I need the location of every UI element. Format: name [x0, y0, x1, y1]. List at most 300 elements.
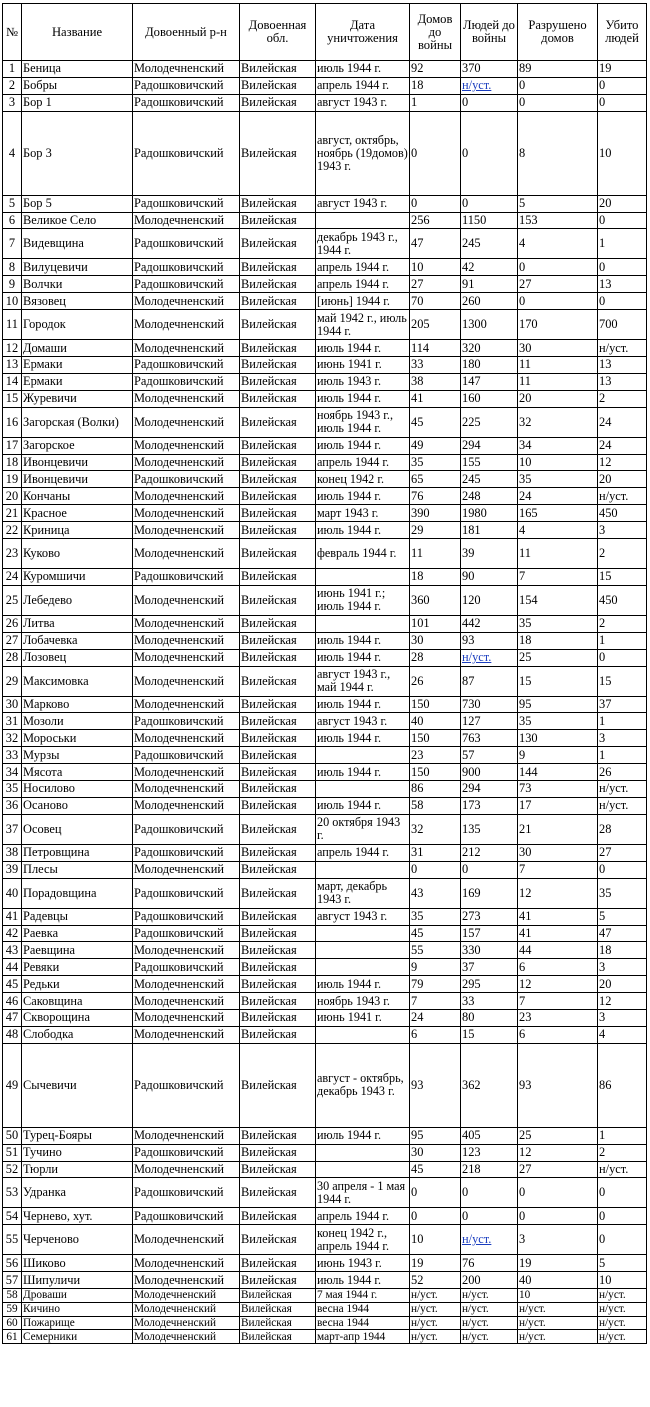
- village-name: Ивонцевичи: [22, 454, 133, 471]
- people-before: 57: [461, 747, 518, 764]
- people-before: 1980: [461, 505, 518, 522]
- destruction-date: [316, 747, 410, 764]
- people-killed: 24: [598, 437, 647, 454]
- region: Вилейская: [240, 666, 316, 696]
- village-name: Бор 1: [22, 94, 133, 111]
- table-row: [3, 471, 647, 488]
- row-number: 45: [3, 976, 22, 993]
- table-row: [3, 1225, 647, 1255]
- houses-destroyed: 144: [518, 764, 598, 781]
- people-before: 200: [461, 1272, 518, 1289]
- district: Молодечненский: [133, 585, 240, 615]
- table-row: [3, 407, 647, 437]
- row-number: 28: [3, 649, 22, 666]
- row-number: 41: [3, 908, 22, 925]
- destruction-date: август - октябрь, декабрь 1943 г.: [316, 1043, 410, 1127]
- houses-destroyed: 7: [518, 861, 598, 878]
- destruction-date: 20 октября 1943 г.: [316, 814, 410, 844]
- district: Молодечненский: [133, 212, 240, 229]
- row-number: 5: [3, 195, 22, 212]
- district: Радошковичский: [133, 471, 240, 488]
- district: Радошковичский: [133, 77, 240, 94]
- destruction-date: конец 1942 г.: [316, 471, 410, 488]
- village-name: Черченово: [22, 1225, 133, 1255]
- destruction-date: июль 1944 г.: [316, 976, 410, 993]
- district: Радошковичский: [133, 276, 240, 293]
- row-number: 31: [3, 713, 22, 730]
- destruction-date: [316, 212, 410, 229]
- houses-destroyed: 25: [518, 649, 598, 666]
- people-killed: 28: [598, 814, 647, 844]
- people-before: 294: [461, 781, 518, 798]
- houses-destroyed: 27: [518, 276, 598, 293]
- village-name: Ревяки: [22, 959, 133, 976]
- destruction-date: май 1942 г., июль 1944 г.: [316, 310, 410, 340]
- destruction-date: август 1943 г.: [316, 713, 410, 730]
- people-killed: 0: [598, 293, 647, 310]
- region: Вилейская: [240, 505, 316, 522]
- people-before: 225: [461, 407, 518, 437]
- people-killed: 15: [598, 666, 647, 696]
- region: Вилейская: [240, 276, 316, 293]
- houses-destroyed: 34: [518, 437, 598, 454]
- not-established-link[interactable]: н/уст.: [462, 1232, 492, 1247]
- village-name: Кончаны: [22, 488, 133, 505]
- district: Молодечненский: [133, 781, 240, 798]
- houses-before: 55: [410, 942, 461, 959]
- people-before: 76: [461, 1255, 518, 1272]
- people-before: 294: [461, 437, 518, 454]
- people-before: 1300: [461, 310, 518, 340]
- row-number: 14: [3, 373, 22, 390]
- table-row: [3, 1272, 647, 1289]
- houses-destroyed: 5: [518, 195, 598, 212]
- region: Вилейская: [240, 1127, 316, 1144]
- table-body: [3, 61, 647, 1344]
- people-before: 0: [461, 111, 518, 195]
- people-before: 763: [461, 730, 518, 747]
- table-row: [3, 77, 647, 94]
- row-number: 25: [3, 585, 22, 615]
- people-before: [461, 77, 518, 94]
- district: Молодечненский: [133, 539, 240, 569]
- houses-before: 0: [410, 195, 461, 212]
- houses-before: 7: [410, 993, 461, 1010]
- destruction-date: 30 апреля - 1 мая 1944 г.: [316, 1178, 410, 1208]
- houses-before: 360: [410, 585, 461, 615]
- district: Молодечненский: [133, 993, 240, 1010]
- not-established-link[interactable]: н/уст.: [462, 650, 492, 665]
- village-name: Плесы: [22, 861, 133, 878]
- district: Молодечненский: [133, 437, 240, 454]
- row-number: 35: [3, 781, 22, 798]
- district: Радошковичский: [133, 747, 240, 764]
- houses-destroyed: 6: [518, 959, 598, 976]
- village-name: Беница: [22, 61, 133, 78]
- houses-destroyed: 18: [518, 632, 598, 649]
- table-row: [3, 747, 647, 764]
- people-killed: 12: [598, 993, 647, 1010]
- region: Вилейская: [240, 993, 316, 1010]
- houses-destroyed: 44: [518, 942, 598, 959]
- houses-destroyed: 4: [518, 522, 598, 539]
- village-name: Видевщина: [22, 229, 133, 259]
- people-before: 0: [461, 1178, 518, 1208]
- houses-before: 65: [410, 471, 461, 488]
- people-before: 295: [461, 976, 518, 993]
- region: Вилейская: [240, 229, 316, 259]
- people-before: 173: [461, 797, 518, 814]
- houses-before: 23: [410, 747, 461, 764]
- houses-before: 28: [410, 649, 461, 666]
- row-number: 36: [3, 797, 22, 814]
- village-name: Красное: [22, 505, 133, 522]
- row-number: 16: [3, 407, 22, 437]
- people-killed: н/уст.: [598, 1302, 647, 1316]
- district: Молодечненский: [133, 390, 240, 407]
- houses-before: 27: [410, 276, 461, 293]
- houses-before: 93: [410, 1043, 461, 1127]
- header-district: Довоенный р-н: [133, 4, 240, 61]
- village-name: Загорское: [22, 437, 133, 454]
- houses-destroyed: 12: [518, 1144, 598, 1161]
- village-name: Загорская (Волки): [22, 407, 133, 437]
- district: Радошковичский: [133, 357, 240, 374]
- table-row: [3, 259, 647, 276]
- table-row: [3, 1289, 647, 1303]
- table-row: [3, 878, 647, 908]
- district: Молодечненский: [133, 1127, 240, 1144]
- district: Молодечненский: [133, 1225, 240, 1255]
- table-row: [3, 976, 647, 993]
- people-before: 155: [461, 454, 518, 471]
- region: Вилейская: [240, 407, 316, 437]
- district: Молодечненский: [133, 649, 240, 666]
- village-name: Дроваши: [22, 1289, 133, 1303]
- houses-destroyed: 0: [518, 1178, 598, 1208]
- district: Радошковичский: [133, 959, 240, 976]
- people-before: 180: [461, 357, 518, 374]
- row-number: 18: [3, 454, 22, 471]
- district: Молодечненский: [133, 454, 240, 471]
- houses-before: 35: [410, 908, 461, 925]
- people-killed: 47: [598, 925, 647, 942]
- houses-before: 45: [410, 925, 461, 942]
- row-number: 34: [3, 764, 22, 781]
- destruction-date: июль 1944 г.: [316, 632, 410, 649]
- people-killed: н/уст.: [598, 781, 647, 798]
- houses-before: 10: [410, 1225, 461, 1255]
- village-name: Пожарище: [22, 1316, 133, 1330]
- row-number: 26: [3, 615, 22, 632]
- people-killed: 1: [598, 713, 647, 730]
- table-row: [3, 357, 647, 374]
- village-name: Бор 3: [22, 111, 133, 195]
- houses-before: 150: [410, 764, 461, 781]
- people-killed: н/уст.: [598, 1161, 647, 1178]
- row-number: 17: [3, 437, 22, 454]
- table-row: [3, 1043, 647, 1127]
- houses-destroyed: 11: [518, 539, 598, 569]
- row-number: 60: [3, 1316, 22, 1330]
- village-name: Городок: [22, 310, 133, 340]
- district: Молодечненский: [133, 632, 240, 649]
- houses-destroyed: 30: [518, 340, 598, 357]
- district: Радошковичский: [133, 1043, 240, 1127]
- village-name: Ермаки: [22, 357, 133, 374]
- village-name: Раевка: [22, 925, 133, 942]
- region: Вилейская: [240, 649, 316, 666]
- village-name: Лебедево: [22, 585, 133, 615]
- houses-destroyed: 8: [518, 111, 598, 195]
- region: Вилейская: [240, 454, 316, 471]
- table-row: [3, 454, 647, 471]
- table-row: [3, 1144, 647, 1161]
- destruction-date: март, декабрь 1943 г.: [316, 878, 410, 908]
- houses-destroyed: 35: [518, 615, 598, 632]
- houses-destroyed: 40: [518, 1272, 598, 1289]
- table-row: [3, 1178, 647, 1208]
- table-row: [3, 1208, 647, 1225]
- district: Молодечненский: [133, 764, 240, 781]
- houses-before: 9: [410, 959, 461, 976]
- people-killed: 1: [598, 1127, 647, 1144]
- houses-before: 86: [410, 781, 461, 798]
- houses-destroyed: 153: [518, 212, 598, 229]
- row-number: 55: [3, 1225, 22, 1255]
- table-row: [3, 814, 647, 844]
- region: Вилейская: [240, 615, 316, 632]
- table-row: [3, 1330, 647, 1344]
- village-name: Осовец: [22, 814, 133, 844]
- houses-destroyed: 23: [518, 1009, 598, 1026]
- region: Вилейская: [240, 1026, 316, 1043]
- table-row: [3, 959, 647, 976]
- people-before: 42: [461, 259, 518, 276]
- people-before: 370: [461, 61, 518, 78]
- destruction-date: август, октябрь, ноябрь (19домов) 1943 г.: [316, 111, 410, 195]
- village-name: Бор 5: [22, 195, 133, 212]
- region: Вилейская: [240, 878, 316, 908]
- destruction-date: июль 1944 г.: [316, 696, 410, 713]
- people-killed: н/уст.: [598, 1316, 647, 1330]
- houses-destroyed: 165: [518, 505, 598, 522]
- people-killed: 0: [598, 861, 647, 878]
- houses-destroyed: 0: [518, 94, 598, 111]
- village-name: Волчки: [22, 276, 133, 293]
- table-row: [3, 437, 647, 454]
- people-killed: 3: [598, 959, 647, 976]
- people-before: 160: [461, 390, 518, 407]
- table-row: [3, 649, 647, 666]
- region: Вилейская: [240, 942, 316, 959]
- houses-destroyed: 11: [518, 357, 598, 374]
- houses-destroyed: 7: [518, 569, 598, 586]
- people-killed: 26: [598, 764, 647, 781]
- destruction-date: 7 мая 1944 г.: [316, 1289, 410, 1303]
- village-name: Носилово: [22, 781, 133, 798]
- row-number: 4: [3, 111, 22, 195]
- people-before: 147: [461, 373, 518, 390]
- region: Вилейская: [240, 1316, 316, 1330]
- people-before: 123: [461, 1144, 518, 1161]
- houses-before: н/уст.: [410, 1302, 461, 1316]
- row-number: 43: [3, 942, 22, 959]
- people-before: 0: [461, 195, 518, 212]
- table-row: [3, 861, 647, 878]
- row-number: 21: [3, 505, 22, 522]
- destruction-date: июль 1943 г.: [316, 373, 410, 390]
- destroyed-villages-table: [2, 3, 647, 1344]
- people-before: 91: [461, 276, 518, 293]
- people-before: н/уст.: [461, 1302, 518, 1316]
- village-name: Бобры: [22, 77, 133, 94]
- people-before: н/уст.: [461, 1289, 518, 1303]
- district: Радошковичский: [133, 569, 240, 586]
- people-before: 33: [461, 993, 518, 1010]
- people-before: 442: [461, 615, 518, 632]
- houses-destroyed: н/уст.: [518, 1330, 598, 1344]
- region: Вилейская: [240, 1178, 316, 1208]
- houses-destroyed: 0: [518, 259, 598, 276]
- village-name: Мороськи: [22, 730, 133, 747]
- people-before: [461, 649, 518, 666]
- houses-before: 1: [410, 94, 461, 111]
- houses-before: 41: [410, 390, 461, 407]
- table-row: [3, 1316, 647, 1330]
- district: Радошковичский: [133, 1178, 240, 1208]
- table-row: [3, 797, 647, 814]
- table-row: [3, 1009, 647, 1026]
- village-name: Тучино: [22, 1144, 133, 1161]
- region: Вилейская: [240, 632, 316, 649]
- people-killed: 3: [598, 1009, 647, 1026]
- houses-destroyed: 11: [518, 373, 598, 390]
- houses-destroyed: 9: [518, 747, 598, 764]
- houses-before: 11: [410, 539, 461, 569]
- district: Радошковичский: [133, 1144, 240, 1161]
- header-people-killed: Убито людей: [598, 4, 647, 61]
- people-killed: н/уст.: [598, 1330, 647, 1344]
- destruction-date: апрель 1944 г.: [316, 276, 410, 293]
- region: Вилейская: [240, 569, 316, 586]
- houses-destroyed: 21: [518, 814, 598, 844]
- row-number: 53: [3, 1178, 22, 1208]
- destruction-date: июль 1944 г.: [316, 1127, 410, 1144]
- region: Вилейская: [240, 111, 316, 195]
- header-row: [3, 4, 647, 61]
- row-number: 32: [3, 730, 22, 747]
- table-row: [3, 632, 647, 649]
- destruction-date: июль 1944 г.: [316, 797, 410, 814]
- people-killed: 1: [598, 229, 647, 259]
- region: Вилейская: [240, 1043, 316, 1127]
- region: Вилейская: [240, 471, 316, 488]
- houses-destroyed: 25: [518, 1127, 598, 1144]
- region: Вилейская: [240, 259, 316, 276]
- region: Вилейская: [240, 1255, 316, 1272]
- district: Радошковичский: [133, 1208, 240, 1225]
- people-before: [461, 1225, 518, 1255]
- village-name: Мясота: [22, 764, 133, 781]
- village-name: Кичино: [22, 1302, 133, 1316]
- destruction-date: июль 1944 г.: [316, 340, 410, 357]
- people-killed: 27: [598, 844, 647, 861]
- village-name: Турец-Бояры: [22, 1127, 133, 1144]
- region: Вилейская: [240, 713, 316, 730]
- houses-destroyed: 41: [518, 925, 598, 942]
- not-established-link[interactable]: н/уст.: [462, 78, 492, 93]
- village-name: Шиково: [22, 1255, 133, 1272]
- destruction-date: август 1943 г.: [316, 94, 410, 111]
- destruction-date: июль 1944 г.: [316, 488, 410, 505]
- houses-before: 390: [410, 505, 461, 522]
- row-number: 2: [3, 77, 22, 94]
- row-number: 48: [3, 1026, 22, 1043]
- people-killed: 19: [598, 61, 647, 78]
- table-row: [3, 844, 647, 861]
- region: Вилейская: [240, 747, 316, 764]
- destruction-date: август 1943 г.: [316, 195, 410, 212]
- region: Вилейская: [240, 1208, 316, 1225]
- village-name: Тюрли: [22, 1161, 133, 1178]
- houses-before: 70: [410, 293, 461, 310]
- row-number: 56: [3, 1255, 22, 1272]
- row-number: 61: [3, 1330, 22, 1344]
- region: Вилейская: [240, 390, 316, 407]
- people-killed: н/уст.: [598, 340, 647, 357]
- district: Радошковичский: [133, 373, 240, 390]
- people-killed: н/уст.: [598, 488, 647, 505]
- people-before: 37: [461, 959, 518, 976]
- people-killed: 5: [598, 1255, 647, 1272]
- row-number: 51: [3, 1144, 22, 1161]
- header-people-before: Людей до войны: [461, 4, 518, 61]
- village-name: Вилуцевичи: [22, 259, 133, 276]
- destruction-date: [316, 1144, 410, 1161]
- row-number: 11: [3, 310, 22, 340]
- people-before: 1150: [461, 212, 518, 229]
- region: Вилейская: [240, 357, 316, 374]
- people-killed: 700: [598, 310, 647, 340]
- district: Радошковичский: [133, 259, 240, 276]
- district: Радошковичский: [133, 925, 240, 942]
- district: Молодечненский: [133, 1161, 240, 1178]
- people-killed: 13: [598, 276, 647, 293]
- district: Молодечненский: [133, 1302, 240, 1316]
- people-killed: 13: [598, 357, 647, 374]
- table-row: [3, 696, 647, 713]
- region: Вилейская: [240, 437, 316, 454]
- row-number: 39: [3, 861, 22, 878]
- people-killed: 0: [598, 77, 647, 94]
- district: Молодечненский: [133, 666, 240, 696]
- people-before: 0: [461, 94, 518, 111]
- houses-destroyed: 73: [518, 781, 598, 798]
- houses-before: 45: [410, 1161, 461, 1178]
- region: Вилейская: [240, 94, 316, 111]
- people-before: 330: [461, 942, 518, 959]
- people-killed: 2: [598, 390, 647, 407]
- people-before: н/уст.: [461, 1330, 518, 1344]
- table-row: [3, 781, 647, 798]
- people-killed: 86: [598, 1043, 647, 1127]
- people-killed: 0: [598, 259, 647, 276]
- destruction-date: конец 1942 г., апрель 1944 г.: [316, 1225, 410, 1255]
- people-before: 15: [461, 1026, 518, 1043]
- row-number: 37: [3, 814, 22, 844]
- village-name: Скворощина: [22, 1009, 133, 1026]
